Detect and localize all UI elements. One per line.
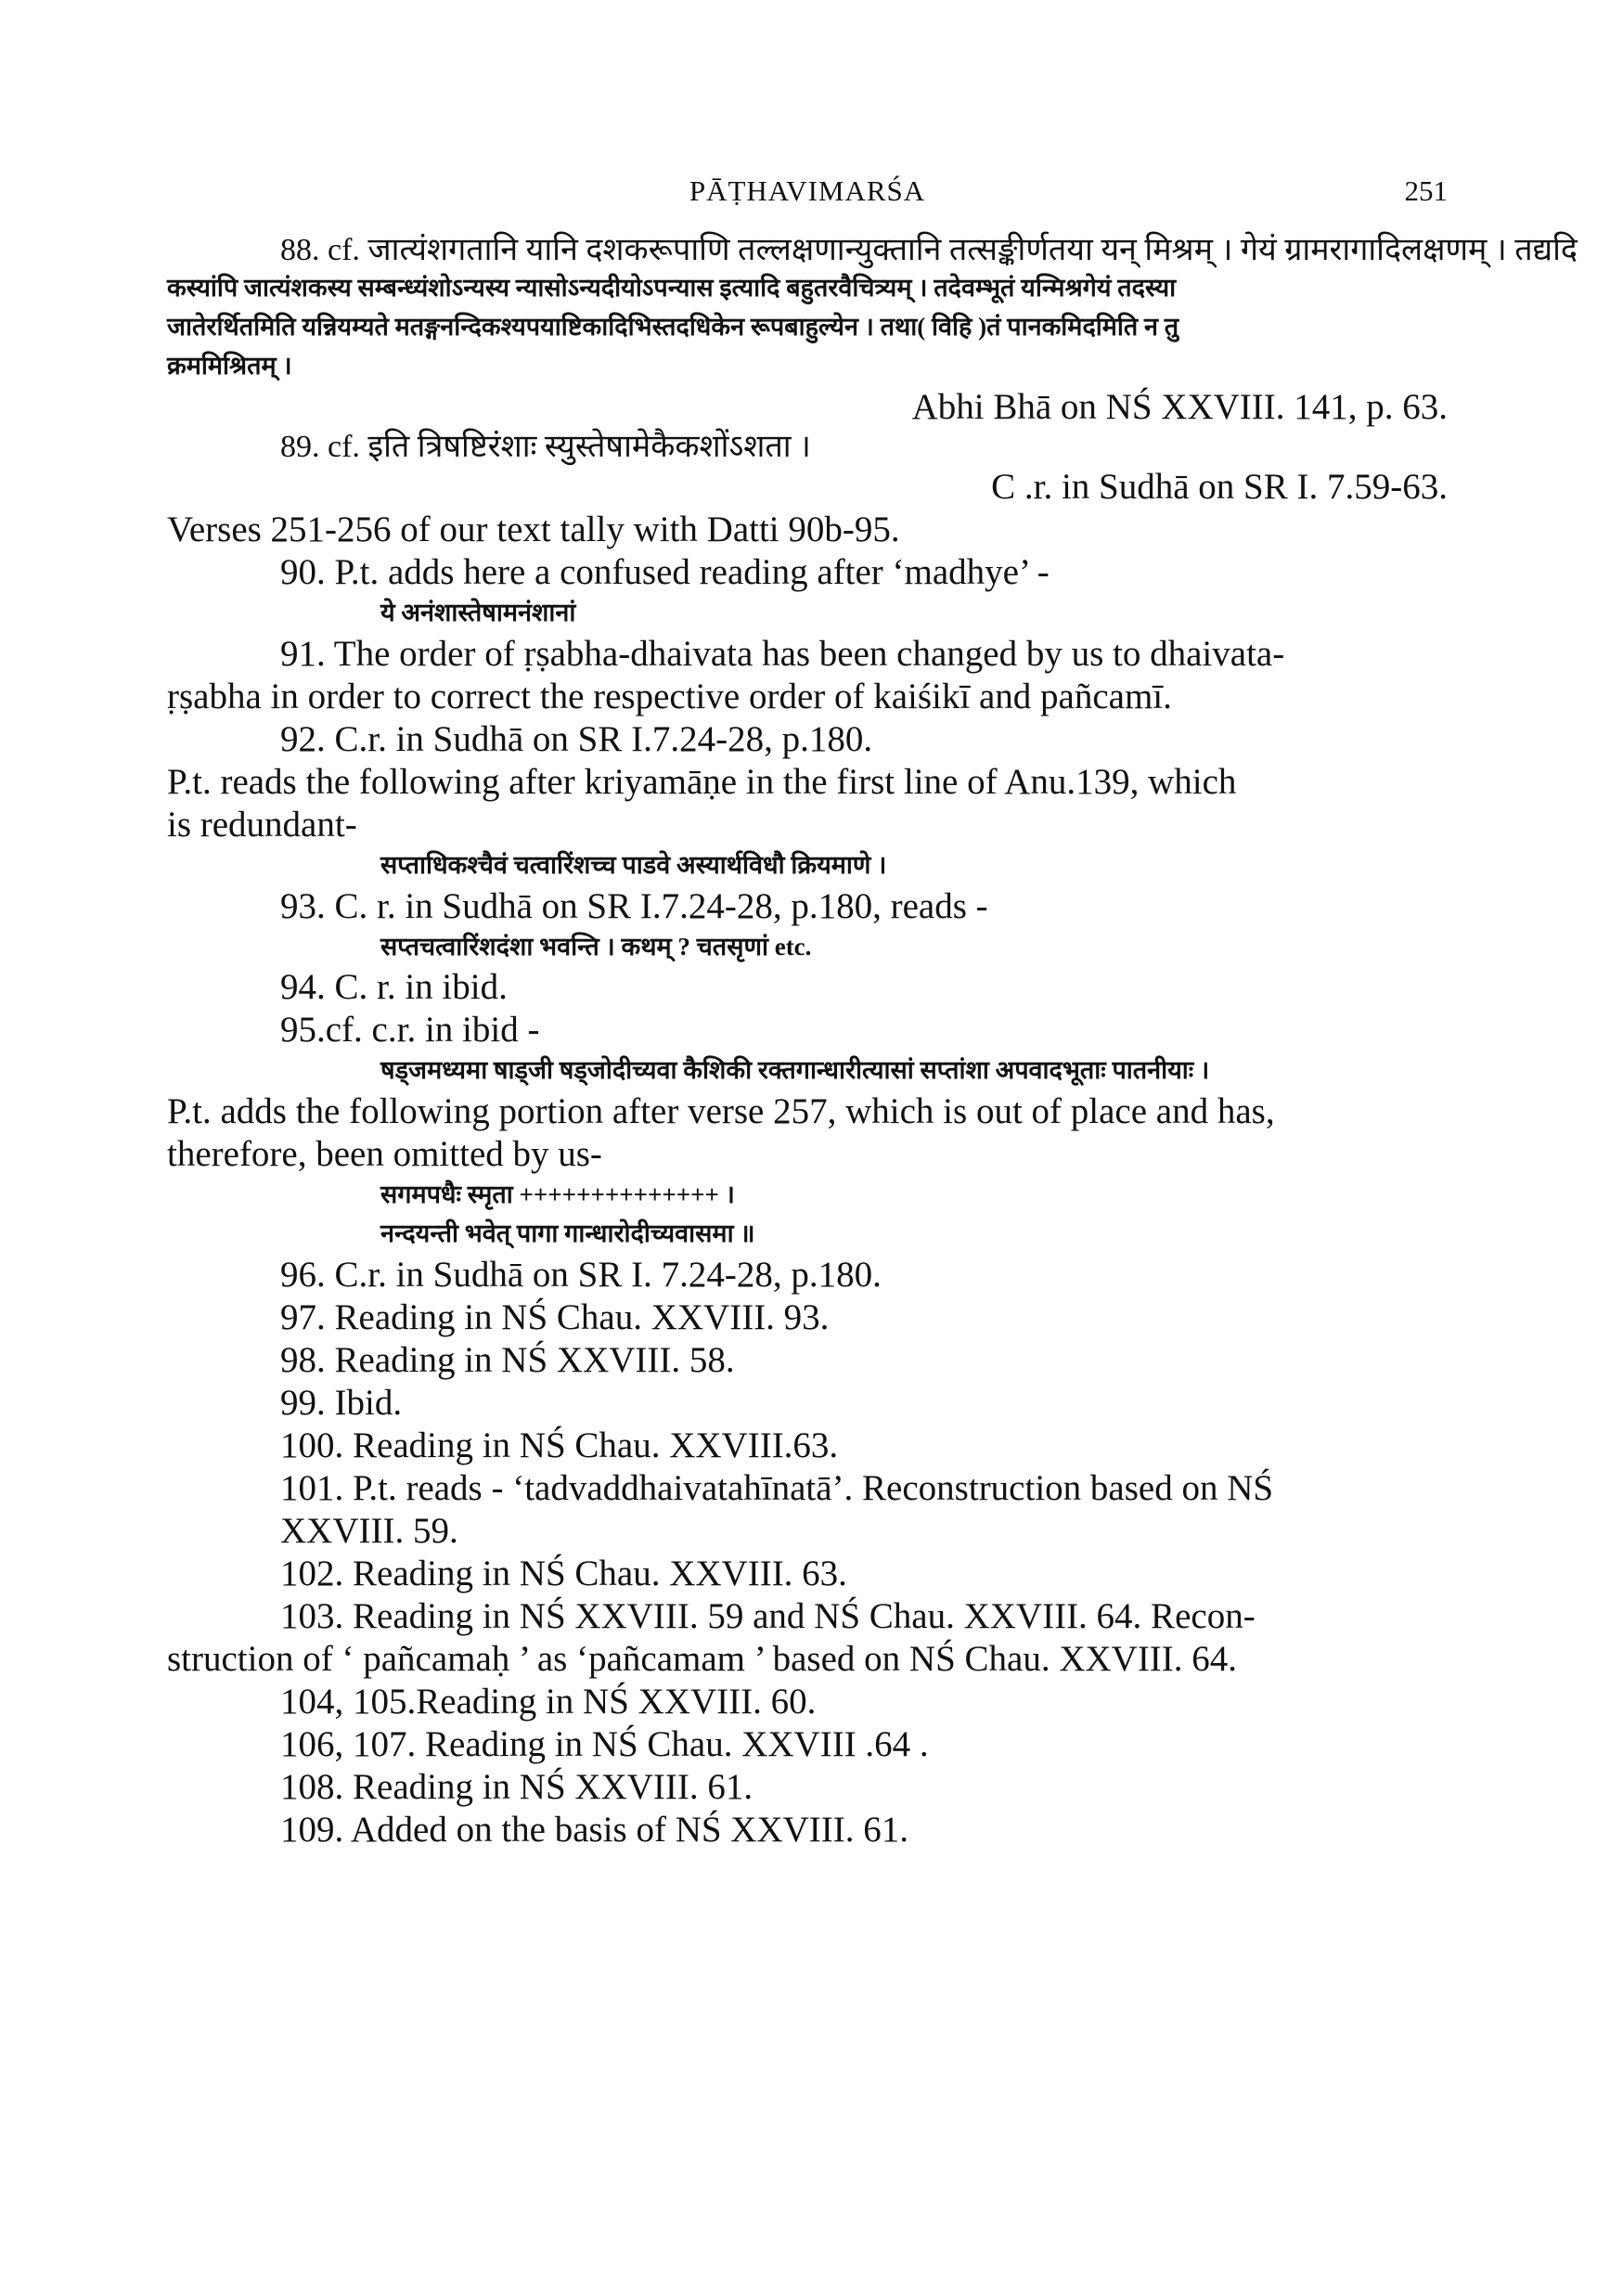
note-94: 94. C. r. in ibid. — [280, 967, 508, 1008]
note-93: 93. C. r. in Sudhā on SR I.7.24-28, p.180, reads - — [280, 885, 988, 926]
note-95: 95.cf. c.r. in ibid - — [280, 1010, 540, 1051]
note-100: 100. Reading in NŚ Chau. XXVIII.63. — [280, 1425, 839, 1466]
note-96: 96. C.r. in Sudhā on SR I. 7.24-28, p.180. — [280, 1255, 882, 1296]
note-89: 89. cf. इति त्रिषष्टिरंशाः स्युस्तेषामेकैकशोंऽशता । — [280, 429, 811, 464]
pt-note-1-line-2: is redundant- — [167, 804, 357, 845]
verses-note: Verses 251-256 of our text tally with Datti 90b-95. — [167, 509, 900, 549]
note-101-line-2: XXVIII. 59. — [280, 1511, 458, 1552]
running-title: PĀṬHAVIMARŚA — [689, 174, 926, 207]
page-number: 251 — [1404, 174, 1448, 207]
note-90-sanskrit: ये अनंशास्तेषामनंशानां — [380, 598, 576, 626]
page-header — [167, 174, 1448, 221]
note-108: 108. Reading in NŚ XXVIII. 61. — [280, 1767, 753, 1808]
note-104-105: 104, 105.Reading in NŚ XXVIII. 60. — [280, 1682, 817, 1722]
note-103-line-2: struction of ‘ pañcamaḥ ’ as ‘pañcamam ’ based on NŚ Chau. XXVIII. 64. — [167, 1639, 1238, 1680]
pt-note-1-sanskrit: सप्ताधिकश्चैवं चत्वारिंशच्च पाडवे अस्यार्थविधौ क्रियमाणे । — [380, 850, 887, 879]
note-109: 109. Added on the basis of NŚ XXVIII. 61. — [280, 1810, 909, 1851]
pt-note-2-line-1: P.t. adds the following portion after verse 257, which is out of place and has, — [167, 1091, 1275, 1132]
pt-note-2-sanskrit-1: सगमपधैः स्मृता ++++++++++++++ । — [380, 1180, 735, 1209]
note-92: 92. C.r. in Sudhā on SR I.7.24-28, p.180. — [280, 718, 873, 759]
note-88-line-4: क्रममिश्रितम् । — [167, 351, 292, 380]
pt-note-2-sanskrit-2: नन्दयन्ती भवेत् पागा गान्धारोदीच्यवासमा ॥ — [380, 1219, 755, 1248]
note-103-line-1: 103. Reading in NŚ XXVIII. 59 and NŚ Chau. XXVIII. 64. Recon- — [280, 1596, 1256, 1637]
note-98: 98. Reading in NŚ XXVIII. 58. — [280, 1340, 735, 1381]
note-106-107: 106, 107. Reading in NŚ Chau. XXVIII .64 . — [280, 1724, 929, 1765]
note-101-line-1: 101. P.t. reads - ‘tadvaddhaivatahīnatā’. Reconstruction based on NŚ — [280, 1468, 1274, 1509]
note-91-line-2: ṛṣabha in order to correct the respective order of kaiśikī and pañcamī. — [167, 676, 1172, 716]
pt-note-1-line-1: P.t. reads the following after kriyamāṇe in the first line of Anu.139, which — [167, 761, 1237, 802]
note-89-source: C .r. in Sudhā on SR I. 7.59-63. — [991, 466, 1448, 507]
note-88-source: Abhi Bhā on NŚ XXVIII. 141, p. 63. — [911, 386, 1448, 427]
notes-body — [167, 232, 1578, 1851]
note-88-line-3: जातेरर्थितमिति यन्नियम्यते मतङ्गनन्दिकश्यपयाष्टिकादिभिस्तदधिकेन रूपबाहुल्येन । तथा( विहि )तं पानकमिदमिति न तु — [167, 312, 1179, 341]
note-95-sanskrit: षड्जमध्यमा षाड्जी षड्जोदीच्यवा कैशिकी रक्तगान्धारीत्यासां सप्तांशा अपवादभूताः पातनीयाः । — [380, 1056, 1210, 1085]
note-97: 97. Reading in NŚ Chau. XXVIII. 93. — [280, 1297, 830, 1338]
note-91-line-1: 91. The order of ṛṣabha-dhaivata has been changed by us to dhaivata- — [280, 633, 1285, 674]
note-99: 99. Ibid. — [280, 1383, 403, 1424]
note-102: 102. Reading in NŚ Chau. XXVIII. 63. — [280, 1554, 847, 1594]
note-90: 90. P.t. adds here a confused reading after ‘madhye’ - — [280, 551, 1050, 592]
pt-note-2-line-2: therefore, been omitted by us- — [167, 1134, 602, 1175]
note-88-line-2: कस्यांपि जात्यंशकस्य सम्बन्ध्यंशोऽन्यस्य न्यासोऽन्यदीयोऽपन्यास इत्यादि बहुतरवैचित्र्यम् । तदेवम्भूतं यन्मिश्रगेयं तदस्या — [167, 274, 1177, 303]
note-93-sanskrit: सप्तचत्वारिंशदंशा भवन्ति । कथम् ? चतसृणां etc. — [380, 932, 812, 961]
note-88-line-1: 88. cf. जात्यंशगतानि यानि दशकरूपाणि तल्लक्षणान्युक्तानि तत्सङ्कीर्णतया यन् मिश्रम् । गेयं ग्रामरागादिलक्षणम् । तद्यदि — [280, 233, 1578, 267]
